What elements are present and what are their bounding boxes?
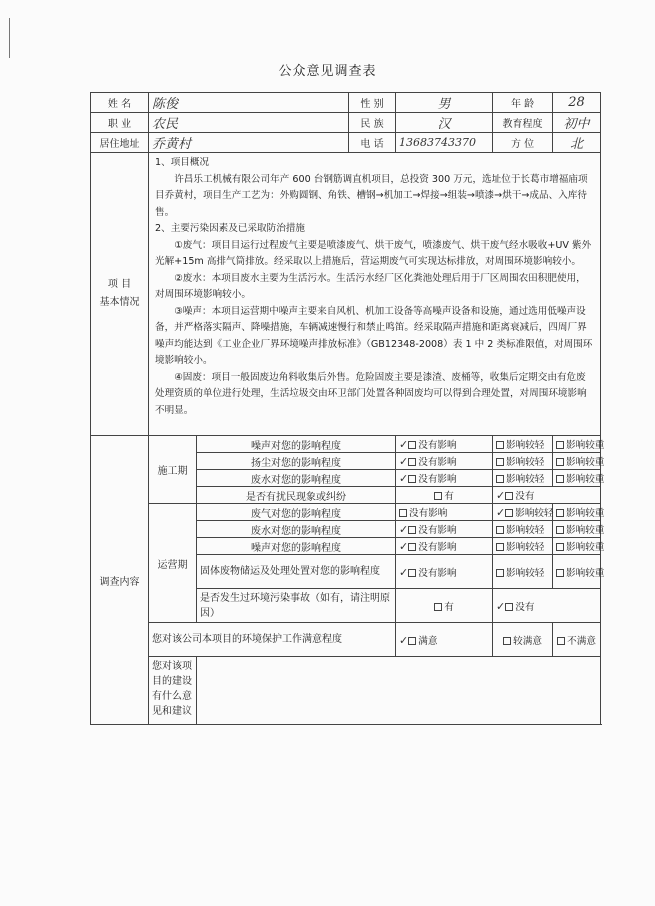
survey-question: 扬尘对您的影响程度: [197, 453, 396, 470]
construction-period-label: 施工期: [149, 436, 197, 504]
satisfaction-question: 您对该公司本项目的环境保护工作满意程度: [149, 623, 396, 657]
overview-paragraph: 许昌乐工机械有限公司年产 600 台钢筋调直机项目，总投资 300 万元，选址位于长葛市增福庙项目乔黄村，项目生产工艺为：外购圆钢、角铁、槽钢→机加工→焊接→组装→喷漆→烘干→成品、入库待售。: [155, 173, 588, 218]
option-cell[interactable]: 影响较轻: [493, 436, 553, 453]
option-cell[interactable]: 影响较轻: [493, 453, 553, 470]
checkbox-icon: [496, 475, 504, 483]
waste-water-paragraph: ②废水：本项目废水主要为生活污水。生活污水经厂区化粪池处理后用于厂区周围农田积肥使用，对周围环境影响较小。: [155, 272, 586, 300]
checkbox-icon: [556, 475, 564, 483]
checkbox-icon: [434, 603, 442, 611]
age-value[interactable]: 28: [553, 93, 601, 113]
option-cell[interactable]: ✓ 影响较轻: [493, 504, 553, 521]
checkbox-icon: [505, 492, 513, 500]
survey-question: 噪声对您的影响程度: [197, 538, 396, 555]
option-cell[interactable]: 影响较重: [553, 521, 601, 538]
phone-label: 电 话: [349, 133, 396, 153]
checkbox-icon: [503, 637, 511, 645]
addr-label: 居住地址: [91, 133, 149, 153]
check-mark-icon: ✓: [399, 455, 409, 468]
option-cell[interactable]: 没有影响: [396, 504, 493, 521]
waste-gas-paragraph: ①废气：项目目运行过程废气主要是喷漆废气、烘干废气，喷漆废气、烘干废气经水吸收+UV 紫外光解+15m 高排气筒排放。经采取以上措施后，营运期废气可实现达标排放，对周围环境影响较小。: [155, 239, 592, 267]
checkbox-icon: [408, 569, 416, 577]
option-cell[interactable]: 有: [396, 589, 493, 623]
checkbox-icon: [408, 458, 416, 466]
checkbox-icon: [496, 543, 504, 551]
checkbox-icon: [408, 475, 416, 483]
check-mark-icon: ✓: [399, 633, 409, 647]
dir-value[interactable]: 北: [553, 133, 601, 153]
checkbox-icon: [505, 509, 513, 517]
gender-label: 性 别: [349, 93, 396, 113]
checkbox-icon: [496, 569, 504, 577]
edu-value[interactable]: 初中: [553, 113, 601, 133]
option-cell[interactable]: 影响较重: [553, 453, 601, 470]
checkbox-icon: [556, 458, 564, 466]
check-mark-icon: ✓: [399, 472, 409, 485]
dir-label: 方 位: [493, 133, 553, 153]
option-cell[interactable]: ✓ 没有影响: [396, 521, 493, 538]
option-cell[interactable]: ✓ 没有影响: [396, 538, 493, 555]
checkbox-icon: [556, 441, 564, 449]
option-cell[interactable]: 影响较重: [553, 504, 601, 521]
survey-question: 废水对您的影响程度: [197, 521, 396, 538]
scan-edge-line: [9, 18, 10, 58]
checkbox-icon: [408, 526, 416, 534]
check-mark-icon: ✓: [496, 599, 506, 613]
survey-question: 固体废物储运及处理处置对您的影响程度: [197, 555, 396, 589]
name-label: 姓 名: [91, 93, 149, 113]
checkbox-icon: [408, 637, 416, 645]
basic-info-content: [149, 153, 601, 436]
checkbox-icon: [434, 492, 442, 500]
survey-content-label: 调查内容: [91, 436, 149, 725]
ethnic-value[interactable]: 汉: [396, 113, 493, 133]
name-value[interactable]: 陈俊: [149, 93, 349, 113]
option-cell[interactable]: 影响较重: [553, 555, 601, 589]
option-cell[interactable]: 影响较轻: [493, 470, 553, 487]
checkbox-icon: [505, 603, 513, 611]
check-mark-icon: ✓: [496, 506, 506, 519]
survey-form: [90, 92, 605, 725]
check-mark-icon: ✓: [496, 489, 506, 502]
option-cell[interactable]: ✓ 满意: [396, 623, 493, 657]
checkbox-icon: [496, 441, 504, 449]
checkbox-icon: [556, 526, 564, 534]
phone-value[interactable]: 13683743370: [396, 133, 493, 153]
checkbox-icon: [556, 543, 564, 551]
job-label: 职 业: [91, 113, 149, 133]
option-cell[interactable]: 影响较轻: [493, 555, 553, 589]
job-value[interactable]: 农民: [149, 113, 349, 133]
option-cell[interactable]: 影响较重: [553, 436, 601, 453]
edu-label: 教育程度: [493, 113, 553, 133]
suggestion-field[interactable]: [197, 657, 601, 725]
option-cell[interactable]: 不满意: [553, 623, 601, 657]
section-heading-pollution: 2、主要污染因素及已采取防治措施: [155, 223, 306, 234]
survey-question: 是否有扰民现象或纠纷: [197, 487, 396, 504]
suggestion-label: 您对该项目的建设有什么意见和建议: [149, 657, 197, 725]
check-mark-icon: ✓: [399, 523, 409, 536]
section-heading-overview: 1、项目概况: [155, 157, 210, 168]
checkbox-icon: [496, 526, 504, 534]
checkbox-icon: [408, 441, 416, 449]
checkbox-icon: [556, 569, 564, 577]
option-cell[interactable]: 较满意: [493, 623, 553, 657]
option-cell[interactable]: ✓ 没有: [493, 589, 601, 623]
checkbox-icon: [556, 509, 564, 517]
basic-info-label: 项 目 基本情况: [91, 153, 149, 436]
option-cell[interactable]: 影响较轻: [493, 538, 553, 555]
ethnic-label: 民 族: [349, 113, 396, 133]
option-cell[interactable]: ✓ 没有影响: [396, 470, 493, 487]
check-mark-icon: ✓: [399, 540, 409, 553]
solid-waste-paragraph: ④固废：项目一般固废边角料收集后外售。危险固废主要是漆渣、废桶等，收集后定期交由有危废处理资质的单位进行处理，生活垃圾交由环卫部门处置各种固废均可以得到合理处置，对周围环境影响不明显。: [155, 371, 587, 416]
checkbox-icon: [408, 543, 416, 551]
survey-question: 废气对您的影响程度: [197, 504, 396, 521]
gender-value[interactable]: 男: [396, 93, 493, 113]
addr-value[interactable]: 乔黄村: [149, 133, 349, 153]
option-cell[interactable]: 影响较轻: [493, 521, 553, 538]
checkbox-icon: [399, 509, 407, 517]
option-cell[interactable]: 有: [396, 487, 493, 504]
option-cell[interactable]: ✓ 没有影响: [396, 555, 493, 589]
survey-question: 废水对您的影响程度: [197, 470, 396, 487]
option-cell[interactable]: 影响较重: [553, 538, 601, 555]
survey-question: 噪声对您的影响程度: [197, 436, 396, 453]
checkbox-icon: [496, 458, 504, 466]
option-cell[interactable]: ✓ 没有: [493, 487, 601, 504]
check-mark-icon: ✓: [399, 565, 409, 579]
noise-paragraph: ③噪声：本项目运营期中噪声主要来自风机、机加工设备等高噪声设备和设施，通过选用低噪声设备，并严格落实隔声、降噪措施，车辆减速慢行和禁止鸣笛。经采取隔声措施和距离衰减后，四周厂界噪声均能达到《工业企业厂界环境噪声排放标准》（GB12348-2008）表 1 中 2 类标准限值，对周围环境影响较小。: [155, 305, 593, 366]
survey-question: 是否发生过环境污染事故（如有，请注明原因）: [197, 589, 396, 623]
option-cell[interactable]: 影响较重: [553, 470, 601, 487]
option-cell[interactable]: ✓ 没有影响: [396, 436, 493, 453]
page-title: 公众意见调查表: [278, 64, 377, 79]
age-label: 年 龄: [493, 93, 553, 113]
check-mark-icon: ✓: [399, 438, 409, 451]
checkbox-icon: [557, 637, 565, 645]
option-cell[interactable]: ✓ 没有影响: [396, 453, 493, 470]
operation-period-label: 运营期: [149, 504, 197, 623]
